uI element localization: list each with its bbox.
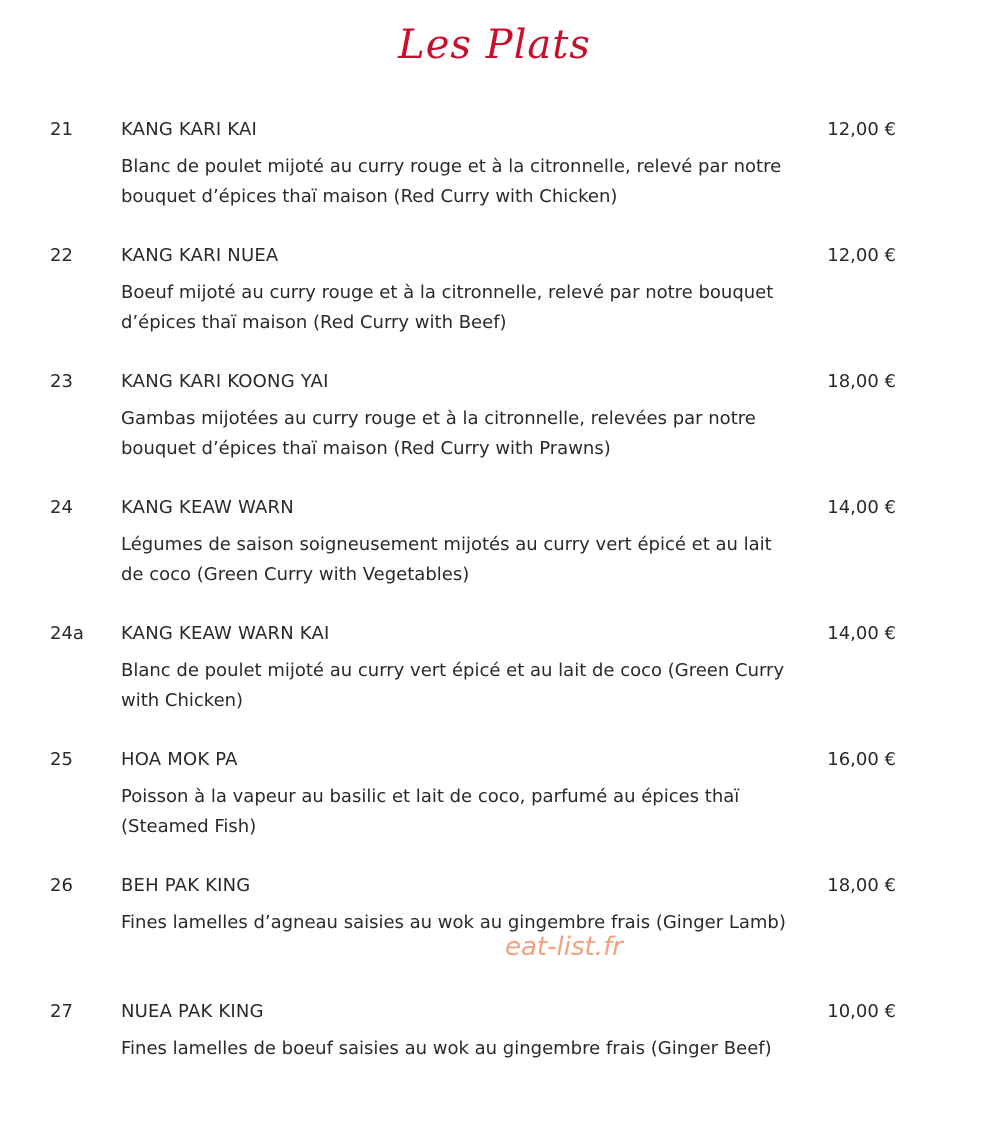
- item-description: Blanc de poulet mijoté au curry rouge et à la citronnelle, relevé par notre bouquet d’épices thaï maison (Red Curry with Chicken): [121, 156, 782, 207]
- item-description: Boeuf mijoté au curry rouge et à la citronnelle, relevé par notre bouquet d’épices thaï maison (Red Curry with Beef): [121, 282, 774, 333]
- menu-list: [0, 117, 989, 1125]
- item-name: NUEA PAK KING: [121, 1001, 264, 1022]
- item-price: 18,00 €: [827, 371, 896, 392]
- item-number: 23: [50, 371, 73, 392]
- item-description: Légumes de saison soigneusement mijotés au curry vert épicé et au lait de coco (Green Curry with Vegetables): [121, 534, 772, 585]
- item-name: KANG KARI KOONG YAI: [121, 371, 329, 392]
- menu-item: [0, 621, 989, 747]
- item-price: 14,00 €: [827, 497, 896, 518]
- item-description: Gambas mijotées au curry rouge et à la citronnelle, relevées par notre bouquet d’épices thaï maison (Red Curry with Prawns): [121, 408, 756, 459]
- item-number: 22: [50, 245, 73, 266]
- item-name: KANG KEAW WARN: [121, 497, 294, 518]
- item-description: Fines lamelles d’agneau saisies au wok au gingembre frais (Ginger Lamb): [121, 912, 786, 933]
- item-price: 12,00 €: [827, 245, 896, 266]
- item-name: KANG KARI KAI: [121, 119, 257, 140]
- menu-item: [0, 747, 989, 873]
- item-number: 24a: [50, 623, 84, 644]
- menu-item: [0, 117, 989, 243]
- menu-item: [0, 495, 989, 621]
- item-number: 21: [50, 119, 73, 140]
- watermark: eat-list.fr: [505, 932, 623, 962]
- item-name: KANG KARI NUEA: [121, 245, 279, 266]
- item-description: Fines lamelles de boeuf saisies au wok au gingembre frais (Ginger Beef): [121, 1038, 772, 1059]
- item-number: 26: [50, 875, 73, 896]
- item-name: KANG KEAW WARN KAI: [121, 623, 330, 644]
- item-number: 25: [50, 749, 73, 770]
- item-price: 12,00 €: [827, 119, 896, 140]
- item-name: HOA MOK PA: [121, 749, 238, 770]
- item-description: Poisson à la vapeur au basilic et lait de coco, parfumé au épices thaï (Steamed Fish): [121, 786, 740, 837]
- item-price: 18,00 €: [827, 875, 896, 896]
- item-name: BEH PAK KING: [121, 875, 251, 896]
- item-number: 27: [50, 1001, 73, 1022]
- menu-item: [0, 369, 989, 495]
- item-price: 16,00 €: [827, 749, 896, 770]
- menu-item: [0, 999, 989, 1125]
- menu-item: [0, 243, 989, 369]
- menu-item: [0, 873, 989, 999]
- page-title: Les Plats: [398, 22, 591, 68]
- item-price: 10,00 €: [827, 1001, 896, 1022]
- item-number: 24: [50, 497, 73, 518]
- item-price: 14,00 €: [827, 623, 896, 644]
- item-description: Blanc de poulet mijoté au curry vert épicé et au lait de coco (Green Curry with Chicken): [121, 660, 785, 711]
